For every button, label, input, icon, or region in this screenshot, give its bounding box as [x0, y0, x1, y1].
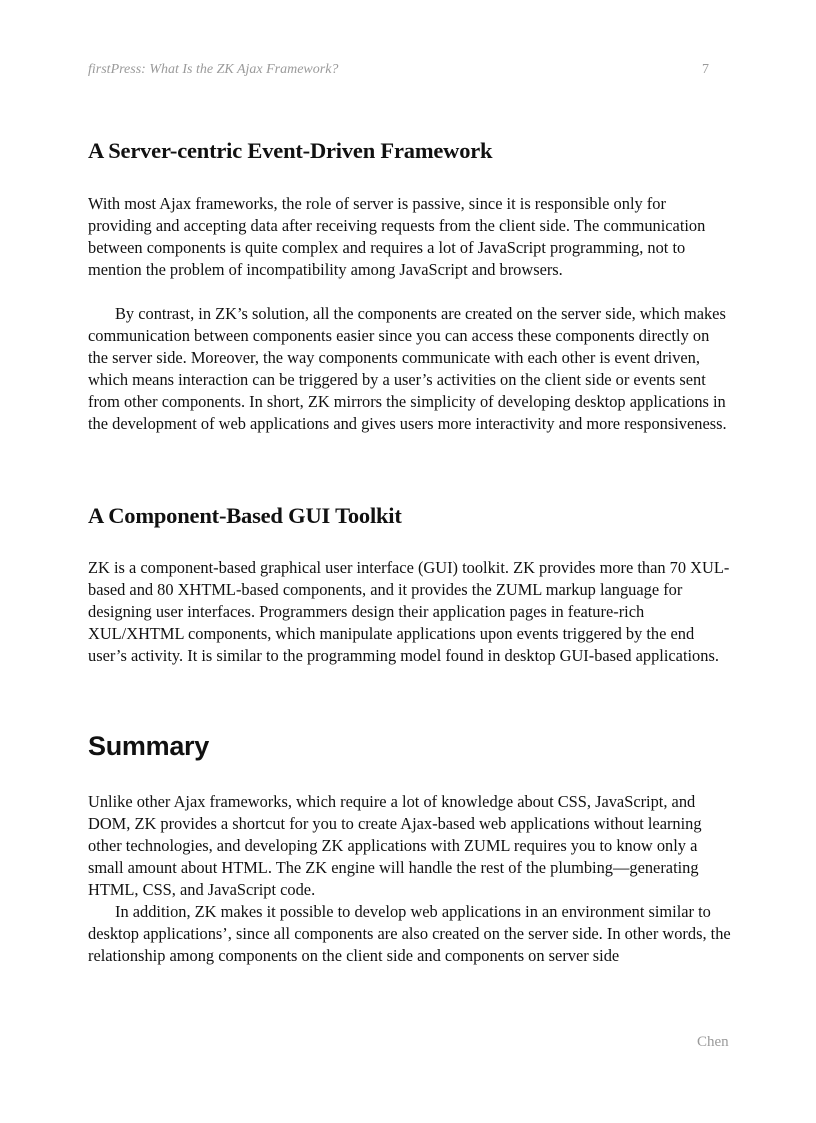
footer-author: Chen	[697, 1034, 729, 1050]
section-heading-component-toolkit: A Component-Based GUI Toolkit	[88, 503, 402, 528]
section1-paragraph-2: By contrast, in ZK’s solution, all the components are created on the server side, which makes communication between components easier since you can access these components directly on the server side. Moreover, the way components communicate with each other is event driven, which means interaction can be triggered by a user’s activities on the client side or events sent from other components. In short, ZK mirrors the simplicity of developing desktop applications in the development of web applications and gives users more interactivity and more responsiveness.	[88, 304, 727, 433]
running-header-title: firstPress: What Is the ZK Ajax Framework?	[88, 62, 339, 77]
summary-heading: Summary	[88, 731, 209, 761]
section2-paragraph-1: ZK is a component-based graphical user interface (GUI) toolkit. ZK provides more than 70 XUL-based and 80 XHTML-based components, and it provides the ZUML markup language for designing user interfaces. Programmers design their application pages in feature-rich XUL/XHTML components, which manipulate applications upon events triggered by the end user’s activity. It is similar to the programming model found in desktop GUI-based applications.	[88, 558, 730, 665]
page-number: 7	[702, 62, 709, 77]
summary-paragraph-2: In addition, ZK makes it possible to develop web applications in an environment similar to desktop applications’, since all components are also created on the server side. In other words, the relationship among components on the client side and components on server side	[88, 902, 731, 965]
section1-paragraph-1: With most Ajax frameworks, the role of server is passive, since it is responsible only for providing and accepting data after receiving requests from the client side. The communication between components is quite complex and requires a lot of JavaScript programming, not to mention the problem of incompatibility among JavaScript and browsers.	[88, 194, 706, 279]
section-heading-server-centric: A Server-centric Event-Driven Framework	[88, 138, 493, 163]
summary-paragraph-1: Unlike other Ajax frameworks, which require a lot of knowledge about CSS, JavaScript, and DOM, ZK provides a shortcut for you to create Ajax-based web applications without learning other technologies, and developing ZK applications with ZUML requires you to know only a small amount about HTML. The ZK engine will handle the rest of the plumbing—generating HTML, CSS, and JavaScript code.	[88, 792, 702, 899]
